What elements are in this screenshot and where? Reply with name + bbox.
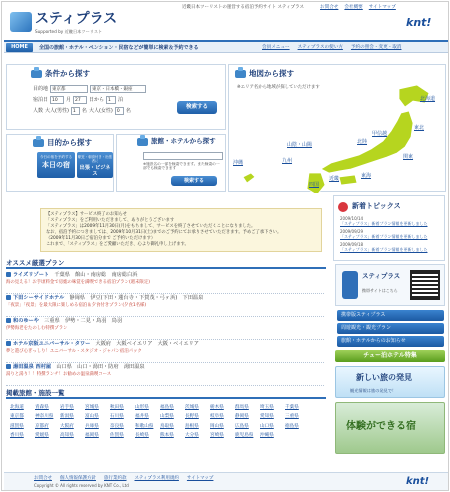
hotel-search-heading — [137, 138, 216, 146]
nav-link-booking[interactable]: 予約の照会・変更・取消 — [350, 45, 402, 50]
travel-discovery-banner[interactable] — [335, 366, 445, 398]
pref-link[interactable]: 山形県 — [135, 405, 149, 410]
notice-line: （2009年11月30日ご宿泊分まで ご予約いただけます） — [46, 236, 156, 242]
footer-link-terms[interactable]: 旅行業約款 — [104, 476, 127, 481]
phone-icon — [342, 271, 358, 299]
pick-desc[interactable]: 伊勢海老をたのしむ特撰プラン — [6, 326, 68, 332]
footer-link-privacy[interactable]: 個人情報保護方針 — [60, 476, 96, 481]
map-area-shikoku[interactable]: 四国 — [309, 182, 320, 188]
female-label: 大人(女性) — [88, 108, 113, 114]
pref-link[interactable]: 香川県 — [10, 433, 24, 439]
arrow-icon — [6, 295, 11, 300]
site-logo[interactable] — [10, 10, 118, 36]
service-notice — [40, 208, 322, 252]
pick-item[interactable] — [6, 295, 324, 317]
nights-unit: 泊 — [118, 97, 124, 103]
pick-name[interactable]: 下田シーサイドホテル — [13, 295, 65, 301]
pref-link[interactable]: 静岡県 — [235, 414, 249, 420]
page-frame — [1, 1, 449, 491]
dest-region-select[interactable]: 東京都 — [50, 85, 88, 93]
news-panel — [333, 195, 445, 261]
footer — [4, 472, 448, 490]
map-note: ※エリア名から地域が探していただけます — [237, 85, 320, 90]
logo-cube-icon — [10, 12, 32, 32]
map-area-hokuriku[interactable]: 北陸 — [357, 139, 368, 145]
pick-desc[interactable]: 夢と遊び心ぎっしり！ユニバーサル・スタジオ・ジャパン宿泊パック — [6, 349, 142, 355]
condition-search-button[interactable]: 検索する — [177, 101, 217, 114]
news-date: 2009/09/29 — [340, 228, 364, 234]
business-small: 駅近・朝食付き・出張者に — [78, 155, 112, 164]
business-label: 出張・ビジネス — [79, 165, 111, 178]
pref-link[interactable]: 青森県 — [35, 405, 49, 410]
pick-tag: 鳥羽 — [111, 318, 123, 324]
news-item-link[interactable]: 「スティプラス」新着プラン情報を更新しました — [340, 246, 428, 252]
hotel-news-button[interactable]: 旅館・ホテルからのお知らせ — [337, 336, 444, 347]
pref-link[interactable]: 鹿児島県 — [235, 433, 254, 439]
pref-link[interactable]: 鳥取県 — [160, 423, 174, 429]
pref-link[interactable]: 滋賀県 — [10, 423, 24, 429]
pick-tag: 南房総白浜 — [111, 272, 138, 278]
news-title: 新着トピックス — [352, 202, 401, 210]
pick-place: 大阪ベイエリア — [116, 341, 153, 347]
pref-link[interactable]: 愛知県 — [260, 414, 274, 420]
pick-loc: 千葉県 — [54, 272, 70, 278]
nav-link-member[interactable]: 会員メニュー — [262, 45, 290, 50]
business-button[interactable] — [77, 152, 113, 178]
tour-plan-button[interactable]: 周遊観光・観光プラン — [337, 323, 444, 334]
female-select[interactable]: 0 — [115, 107, 124, 115]
pick-place: 伊豆(下田・蓮台寺・下賀茂・弓ヶ浜) — [90, 295, 178, 301]
map-title: 地図から探す — [249, 69, 294, 78]
copyright: Copyright © All rights reserved by KNT Co., Ltd — [34, 483, 129, 488]
news-list — [340, 216, 440, 252]
pick-place: 山口・湯田・防府 — [77, 364, 119, 370]
pref-link[interactable]: 福井県 — [135, 414, 149, 420]
today-stay-small: 今日の宿を予約する — [39, 155, 73, 159]
pref-link[interactable]: 北海道 — [10, 405, 24, 410]
nav-link-howto[interactable]: スティプラスの使い方 — [297, 45, 343, 50]
pref-link[interactable]: 島根県 — [185, 423, 199, 429]
notice-line: 【スティプラス】サービス終了のお知らせ — [46, 212, 127, 217]
adult-unit: 名 — [81, 108, 87, 114]
pref-link[interactable]: 福島県 — [160, 405, 174, 410]
pref-link[interactable]: 富山県 — [85, 414, 99, 420]
pick-item[interactable] — [6, 341, 324, 363]
footer-knt-logo[interactable]: knt! — [406, 476, 430, 487]
news-date: 2009/10/14 — [340, 216, 364, 221]
travel-discovery-sub: 観光情報は旅の発見で！ — [350, 388, 397, 393]
footer-link-sitemap[interactable]: サイトマップ — [186, 476, 214, 481]
purpose-title: 目的から探す — [47, 138, 92, 147]
nav-bar — [4, 40, 448, 53]
nights-select[interactable]: 1 — [106, 96, 116, 104]
pref-link[interactable]: 長崎県 — [135, 433, 149, 439]
pick-item[interactable] — [6, 318, 324, 340]
purpose-cube-icon — [33, 139, 44, 147]
pick-item[interactable] — [6, 364, 324, 386]
map-okinawa — [243, 173, 255, 183]
qr-note: 携帯サイトはこちら — [362, 288, 398, 293]
pref-link[interactable]: 徳島県 — [285, 423, 299, 429]
pick-loc: 静岡県 — [69, 295, 86, 301]
qr-code-icon — [410, 270, 440, 300]
top-link-sitemap[interactable]: サイトマップ — [368, 5, 396, 10]
notice-line: 「スティプラス」は2009年11月30日(月)をもちまして、サービスを終了させていただくことになりました。 — [46, 224, 256, 230]
pref-link[interactable]: 茨城県 — [185, 405, 199, 410]
date-label: 宿泊日 — [33, 97, 49, 103]
picks-title: オススメ厳選プラン — [6, 259, 65, 267]
pref-link[interactable]: 大阪府 — [60, 423, 74, 429]
pick-name[interactable]: ライズリゾート — [13, 272, 50, 278]
pref-link[interactable]: 沖縄県 — [260, 433, 274, 439]
prefs-title: 掲載旅館・施設一覧 — [6, 389, 65, 397]
pref-link[interactable]: 秋田県 — [110, 405, 124, 410]
header-top-links — [320, 5, 396, 11]
map-search-panel — [228, 64, 446, 192]
today-stay-label: 本日の宿 — [42, 161, 70, 170]
app-promo[interactable] — [335, 264, 445, 306]
prefs-heading — [6, 390, 326, 399]
dest-label: 目的地 — [33, 86, 49, 92]
prefs-list — [10, 404, 328, 442]
app-title: スティプラス — [362, 272, 401, 280]
arrow-icon — [6, 364, 11, 369]
pref-link[interactable]: 兵庫県 — [85, 423, 99, 429]
arrow-icon — [6, 341, 11, 346]
female-unit: 名 — [125, 108, 131, 114]
pref-link[interactable]: 岐阜県 — [210, 414, 224, 420]
news-item-link[interactable]: 「スティプラス」新着プラン情報を更新しました — [340, 221, 428, 227]
pref-link[interactable]: 広島県 — [235, 423, 249, 429]
knt-brand-logo[interactable]: knt! — [406, 16, 432, 29]
pick-tag: 湯田温泉 — [123, 364, 145, 370]
arrow-icon — [6, 272, 11, 277]
pick-tag: 下田温泉 — [182, 295, 204, 301]
pick-loc: 三重県 — [44, 318, 60, 324]
pref-link[interactable]: 宮崎県 — [210, 433, 224, 439]
footer-link-rules[interactable]: スティプラス利用規約 — [134, 476, 179, 481]
pref-link[interactable]: 宮城県 — [85, 405, 99, 410]
people-label: 人数 — [33, 108, 44, 114]
month-unit: 月 — [66, 97, 72, 103]
search-cube-icon — [31, 70, 42, 78]
condition-form — [33, 85, 173, 118]
hotel-search-input[interactable] — [143, 152, 223, 160]
pref-link[interactable]: 神奈川県 — [35, 414, 54, 420]
pick-tag: 大阪・ベイエリア — [157, 341, 199, 347]
map-area-kyushu[interactable]: 九州 — [282, 158, 293, 164]
pref-link[interactable]: 三重県 — [285, 414, 299, 420]
day-select[interactable]: 27 — [73, 96, 87, 104]
map-area-tokai[interactable]: 東海 — [361, 173, 372, 179]
pref-link[interactable]: 愛媛県 — [35, 433, 49, 439]
pref-link[interactable]: 佐賀県 — [110, 433, 124, 439]
pref-link[interactable]: 大分県 — [185, 433, 199, 439]
footer-link-contact[interactable]: お問合せ — [34, 476, 52, 481]
hotel-search-note: ※施設名の一部を検索できます。また検索の一部でも検索できます — [143, 162, 220, 171]
arrow-icon — [6, 318, 11, 323]
pref-link[interactable]: 東京都 — [10, 414, 24, 420]
pick-place: 伊勢・二見・鳥羽 — [64, 318, 107, 324]
map-area-okinawa[interactable]: 沖縄 — [233, 160, 244, 166]
pick-item[interactable] — [6, 272, 324, 294]
notice-line: なお、宿泊予約につきましては、2009年10月31日(土)までのご予約にてお承りさせていただきます。予めご了承下さい。 — [46, 230, 282, 236]
pref-link[interactable]: 群馬県 — [235, 405, 249, 410]
pick-place: 館山・南房総 — [75, 272, 107, 278]
map-area-koshinetsu[interactable]: 甲信越 — [372, 131, 388, 137]
pick-loc: 山口県 — [56, 364, 72, 370]
map-area-hokkaido[interactable]: 北海道 — [420, 96, 436, 102]
map-shikoku — [339, 175, 357, 185]
pref-link[interactable]: 栃木県 — [210, 405, 224, 410]
today-stay-button[interactable] — [37, 152, 75, 178]
pref-link[interactable]: 熊本県 — [160, 433, 174, 439]
nav-message: 全国の旅館・ホテル・ペンション・民宿などが簡単に検索＆予約できる — [39, 45, 199, 51]
top-link-contact[interactable]: お問合せ — [320, 5, 339, 10]
condition-search-heading — [31, 69, 90, 78]
pref-link[interactable]: 高知県 — [60, 433, 74, 439]
condition-search-title: 条件から探す — [45, 69, 90, 78]
chu-hotel-banner[interactable] — [335, 350, 445, 362]
condition-search-panel — [6, 64, 226, 130]
month-select[interactable]: 10 — [50, 96, 64, 104]
logo-sub: Supported by 近畿日本ツーリスト — [35, 29, 103, 34]
dest-area-select[interactable]: 東京・日本橋・銀座 — [90, 85, 146, 93]
pref-link[interactable]: 千葉県 — [285, 405, 299, 410]
pick-desc[interactable]: 湯りと湯り！！特撰ランチ！お勧めの温泉満喫コース — [6, 372, 112, 378]
notice-line: 「スティプラス」をご利用いただきまして、ありがとうございます — [46, 218, 175, 224]
experience-stay-banner[interactable] — [335, 402, 445, 454]
map-area-kinki[interactable]: 近畿 — [329, 176, 340, 182]
chu-hotel-banner-label: チュー泊ホテル特集 — [363, 352, 417, 359]
pick-name[interactable]: 和のゆーや — [13, 318, 39, 324]
pref-link[interactable]: 石川県 — [110, 414, 124, 420]
map-area-sanin-sanyo[interactable]: 山陰・山陽 — [287, 142, 313, 148]
pref-link[interactable]: 岩手県 — [60, 405, 74, 410]
adult-label: 大人(男性) — [45, 108, 69, 114]
new-badge-icon — [338, 202, 348, 212]
nav-links — [262, 45, 401, 51]
notice-line: これまで、「スティプラス」をご愛顧いただき、心より御礼申し上げます。 — [46, 242, 189, 248]
pref-link[interactable]: 岡山県 — [210, 423, 224, 429]
pref-link[interactable]: 奈良県 — [110, 423, 124, 429]
pref-link[interactable]: 新潟県 — [60, 414, 74, 420]
hotel-cube-icon — [137, 138, 148, 146]
news-date: 2009/09/18 — [340, 241, 364, 247]
day-unit: 日から — [89, 97, 105, 103]
pref-link[interactable]: 山梨県 — [160, 414, 174, 420]
hotel-search-title: 旅館・ホテルから探す — [151, 137, 216, 146]
map-area-kanto[interactable]: 関東 — [403, 154, 414, 160]
top-link-company[interactable]: 会社概要 — [344, 5, 363, 10]
pref-link[interactable]: 山口県 — [260, 423, 274, 429]
pick-name[interactable]: 湯田温泉 西村屋 — [13, 364, 52, 370]
pick-desc[interactable]: 「夜景」「夜景」を最大限に楽しめる宿泊＆夕食付きプラン(夕食1名様) — [6, 303, 147, 309]
experience-stay-label: 体験ができる宿 — [346, 421, 416, 432]
adult-select[interactable]: 1 — [71, 107, 80, 115]
pref-link[interactable]: 京都府 — [35, 423, 49, 429]
pref-link[interactable]: 福岡県 — [85, 433, 99, 439]
hotel-search-panel — [116, 134, 226, 192]
pick-loc: 大阪府 — [95, 341, 112, 347]
map-area-tohoku[interactable]: 東北 — [414, 125, 425, 131]
logo-title: スティプラス — [35, 11, 118, 27]
picks-heading — [6, 260, 326, 269]
travel-discovery-title: 新しい旅の発見 — [356, 373, 412, 382]
purpose-search-panel — [6, 134, 114, 192]
header-tagline: 近畿日本ツーリストの運営する宿泊予約サイト スティプラス — [182, 5, 304, 10]
footer-links — [34, 476, 213, 481]
pick-desc[interactable]: 海の見える！お手頃料金で房総の味覚を満喫できる宿泊プラン(週末限定) — [6, 280, 150, 286]
pref-link[interactable]: 和歌山県 — [135, 423, 154, 429]
mobile-site-button[interactable]: 携帯版スティプラス — [337, 310, 444, 321]
news-item-link[interactable]: 「スティプラス」新着プラン情報を更新しました — [340, 234, 428, 240]
pref-link[interactable]: 長野県 — [185, 414, 199, 420]
pref-link[interactable]: 埼玉県 — [260, 405, 274, 410]
hotel-search-button[interactable]: 検索する — [171, 176, 217, 186]
home-button[interactable]: HOME — [6, 43, 33, 52]
pick-name[interactable]: ホテル京阪ユニバーサル・タワー — [13, 341, 91, 347]
purpose-heading — [33, 138, 92, 147]
